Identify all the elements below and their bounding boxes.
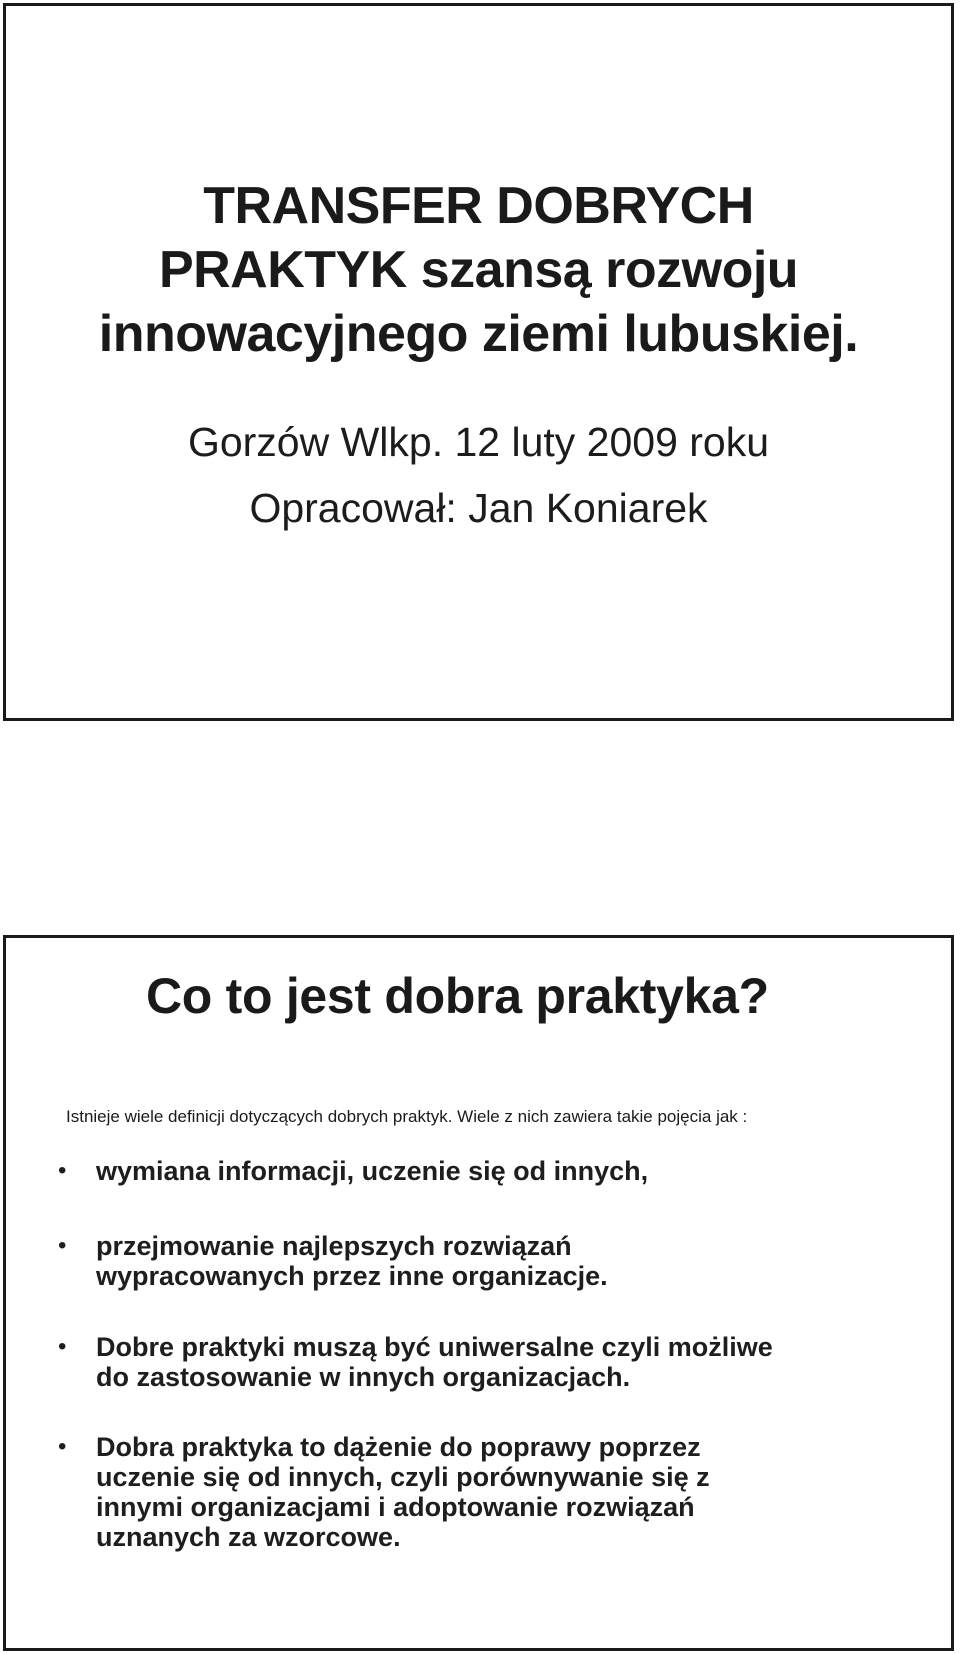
bullet-text bbox=[96, 1432, 948, 1552]
bullet-item-3 bbox=[58, 1332, 948, 1392]
title-line-3: innowacyjnego ziemi lubuskiej. bbox=[98, 305, 859, 363]
bullet-line: uznanych za wzorcowe. bbox=[96, 1522, 401, 1552]
bullet-line: Dobre praktyki muszą być uniwersalne czyli możliwe bbox=[96, 1332, 773, 1362]
bullet-text bbox=[96, 1332, 948, 1392]
bullet-line: Dobra praktyka to dążenie do poprawy poprzez bbox=[96, 1432, 701, 1462]
bullet-item-1 bbox=[58, 1156, 948, 1186]
author-subtitle: Opracował: Jan Koniarek bbox=[249, 485, 708, 531]
slide-1-title bbox=[6, 174, 951, 366]
bullet-item-4 bbox=[58, 1432, 948, 1552]
bullet-dot-icon: • bbox=[58, 1232, 67, 1259]
bullet-item-2 bbox=[58, 1231, 948, 1291]
slide-2-title: Co to jest dobra praktyka? bbox=[146, 968, 769, 1024]
slide-1 bbox=[3, 3, 954, 721]
bullet-text bbox=[96, 1231, 948, 1291]
title-line-1: TRANSFER DOBRYCH bbox=[203, 177, 754, 235]
bullet-line: innymi organizacjami i adoptowanie rozwiązań bbox=[96, 1492, 695, 1522]
bullet-dot-icon: • bbox=[58, 1433, 67, 1460]
bullet-dot-icon: • bbox=[58, 1157, 67, 1184]
bullet-line: wypracowanych przez inne organizacje. bbox=[96, 1261, 608, 1291]
bullet-dot-icon: • bbox=[58, 1333, 67, 1360]
bullet-line: wymiana informacji, uczenie się od innych, bbox=[96, 1156, 649, 1186]
bullet-line: przejmowanie najlepszych rozwiązań bbox=[96, 1231, 572, 1261]
bullet-line: do zastosowanie w innych organizacjach. bbox=[96, 1362, 631, 1392]
date-subtitle: Gorzów Wlkp. 12 luty 2009 roku bbox=[187, 419, 770, 465]
bullet-line: uczenie się od innych, czyli porównywanie się z bbox=[96, 1462, 710, 1492]
title-line-2: PRAKTYK szansą rozwoju bbox=[158, 241, 799, 299]
intro-text: Istnieje wiele definicji dotyczących dobrych praktyk. Wiele z nich zawiera takie pojęcia jak : bbox=[66, 1107, 748, 1126]
slide-2 bbox=[3, 935, 954, 1651]
bullet-text bbox=[96, 1156, 948, 1186]
